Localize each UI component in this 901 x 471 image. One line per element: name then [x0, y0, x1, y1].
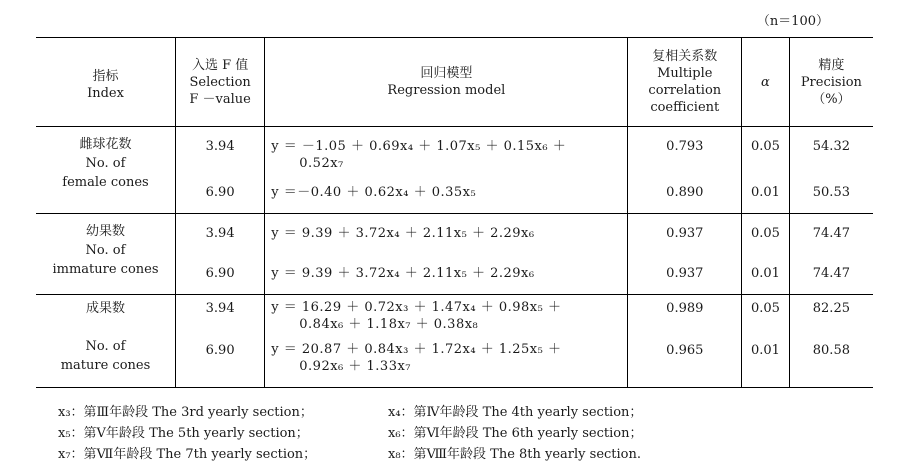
index-cell	[36, 214, 176, 295]
alpha-value: 0.05	[750, 139, 780, 154]
f-value: 3.94	[205, 139, 235, 154]
model-cell	[265, 295, 628, 388]
correlation-value: 0.793	[666, 139, 704, 154]
header-f-cn: 入选 F 值	[191, 57, 249, 73]
header-p-en: Precision	[800, 74, 862, 90]
model-equation: y ＝ 16.29 ＋ 0.72x₃ ＋ 1.47x₄ ＋ 0.98x₅ ＋ 0.84x₆ ＋ 1.18x₇ ＋ 0.38x₈	[271, 300, 562, 332]
correlation-value: 0.965	[666, 343, 704, 358]
model-equation: y ＝ 9.39 ＋ 3.72x₄ ＋ 2.11x₅ ＋ 2.29x₆	[271, 266, 535, 281]
footnote: x₃：第Ⅲ年龄段 The 3rd yearly section；	[58, 405, 313, 420]
index-en2: immature cones	[52, 262, 159, 277]
precision-value: 80.58	[812, 343, 850, 358]
f-cell	[176, 295, 265, 388]
sample-size-note: （n＝100）	[756, 14, 829, 29]
alpha-value: 0.01	[750, 266, 780, 281]
correlation-value: 0.937	[666, 266, 704, 281]
index-cn: 成果数	[85, 301, 125, 316]
index-cell	[36, 295, 176, 388]
header-model-cn: 回归模型	[420, 66, 473, 81]
footnote-row	[58, 423, 718, 444]
footnote: x₄：第Ⅳ年龄段 The 4th yearly section；	[388, 405, 643, 420]
f-cell	[176, 214, 265, 295]
header-f-en1: Selection	[189, 74, 251, 90]
precision-cell	[789, 295, 873, 388]
header-p-unit: （%）	[812, 91, 851, 107]
index-en2: female cones	[62, 175, 149, 190]
header-f-en2: F －value	[189, 91, 251, 107]
precision-cell	[789, 127, 873, 214]
index-en1: No. of	[85, 339, 126, 354]
correlation-cell	[628, 295, 742, 388]
alpha-value: 0.01	[750, 343, 780, 358]
model-equation: y ＝－0.40 ＋ 0.62x₄ ＋ 0.35x₅	[271, 185, 477, 200]
f-value: 6.90	[205, 266, 235, 281]
footnote: x₅：第Ⅴ年龄段 The 5th yearly section；	[58, 426, 309, 441]
correlation-value: 0.890	[666, 185, 704, 200]
header-model	[265, 38, 628, 127]
f-value: 6.90	[205, 343, 235, 358]
alpha-cell	[742, 214, 790, 295]
correlation-cell	[628, 127, 742, 214]
header-correlation	[628, 38, 742, 127]
footnote-row	[58, 444, 718, 465]
header-r-en1: Multiple	[657, 66, 713, 81]
group-mature-cones	[36, 295, 873, 388]
model-equation: y ＝ 20.87 ＋ 0.84x₃ ＋ 1.72x₄ ＋ 1.25x₅ ＋ 0.92x₆ ＋ 1.33x₇	[271, 342, 562, 374]
footnote: x₈：第Ⅷ年龄段 The 8th yearly section.	[388, 447, 642, 462]
alpha-value: 0.05	[750, 301, 780, 316]
index-cell	[36, 127, 176, 214]
model-equation: y ＝ －1.05 ＋ 0.69x₄ ＋ 1.07x₅ ＋ 0.15x₆ ＋ 0.52x₇	[271, 139, 567, 171]
f-value: 3.94	[205, 226, 235, 241]
index-cn: 幼果数	[85, 224, 125, 239]
header-r-cn: 复相关系数	[652, 49, 718, 64]
footnote: x₇：第Ⅶ年龄段 The 7th yearly section；	[58, 447, 317, 462]
header-r-en3: coefficient	[650, 100, 720, 115]
group-immature-cones	[36, 214, 873, 295]
f-value: 3.94	[205, 301, 235, 316]
footnote-row	[58, 402, 718, 423]
header-index	[36, 38, 176, 127]
model-cell	[265, 214, 628, 295]
header-index-cn: 指标	[92, 69, 119, 84]
alpha-value: 0.01	[750, 185, 780, 200]
regression-table	[36, 37, 873, 388]
model-cell	[265, 127, 628, 214]
correlation-value: 0.989	[666, 301, 704, 316]
alpha-cell	[742, 127, 790, 214]
precision-value: 74.47	[812, 266, 850, 281]
index-en1: No. of	[85, 156, 126, 171]
precision-value: 50.53	[812, 185, 850, 200]
precision-value: 82.25	[812, 301, 850, 316]
header-alpha-label: α	[761, 74, 770, 90]
header-row	[36, 38, 873, 127]
precision-cell	[789, 214, 873, 295]
index-cn: 雌球花数	[79, 137, 132, 152]
table-row	[36, 214, 873, 295]
header-p-cn: 精度	[818, 57, 845, 73]
header-precision	[789, 38, 873, 127]
precision-value: 74.47	[812, 226, 850, 241]
precision-value: 54.32	[812, 139, 850, 154]
table-row	[36, 295, 873, 388]
correlation-value: 0.937	[666, 226, 704, 241]
alpha-value: 0.05	[750, 226, 780, 241]
alpha-cell	[742, 295, 790, 388]
header-index-en: Index	[87, 86, 124, 101]
header-f-value	[176, 38, 265, 127]
correlation-cell	[628, 214, 742, 295]
header-alpha	[742, 38, 790, 127]
table-row	[36, 127, 873, 214]
footnote: x₆：第Ⅵ年龄段 The 6th yearly section；	[388, 426, 643, 441]
f-cell	[176, 127, 265, 214]
header-r-en2: correlation	[648, 83, 722, 98]
model-equation: y ＝ 9.39 ＋ 3.72x₄ ＋ 2.11x₅ ＋ 2.29x₆	[271, 226, 535, 241]
group-female-cones	[36, 127, 873, 214]
f-value: 6.90	[205, 185, 235, 200]
footnotes	[58, 402, 718, 465]
index-en2: mature cones	[60, 358, 151, 373]
header-model-en: Regression model	[387, 83, 506, 98]
index-en1: No. of	[85, 243, 126, 258]
